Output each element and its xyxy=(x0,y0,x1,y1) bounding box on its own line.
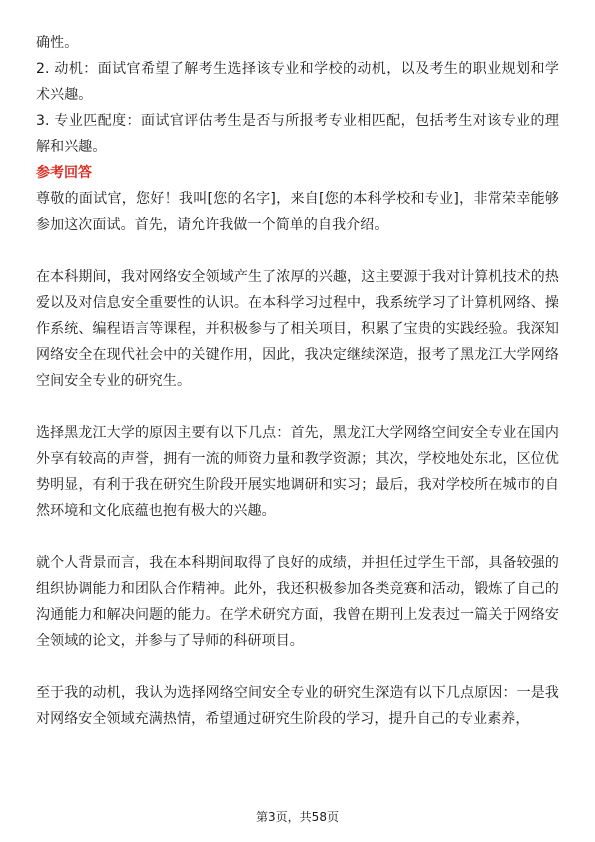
answer-paragraph-background: 就个人背景而言，我在本科期间取得了良好的成绩，并担任过学生干部，具备较强的组织协调能力和团队合作精神。此外，我还积极参加各类竞赛和活动，锻炼了自己的沟通能力和解决问题的能力。在学术研究方面，我曾在期刊上发表过一篇关于网络安全领域的论文，并参与了导师的科研项目。 xyxy=(36,555,559,649)
page-number-footer: 第3页，共58页 xyxy=(256,810,339,824)
answer-heading: 参考回答 xyxy=(36,165,92,181)
paragraph-spacer xyxy=(36,238,559,264)
paragraph-continuation: 确性。 xyxy=(36,35,79,51)
paragraph-spacer xyxy=(36,654,559,680)
answer-paragraph-greeting: 尊敬的面试官，您好！我叫[您的名字]，来自[您的本科学校和专业]，非常荣幸能够参加这次面试。首先，请允许我做一个简单的自我介绍。 xyxy=(36,191,559,233)
paragraph-spacer xyxy=(36,524,559,550)
list-item-major-fit: 3. 专业匹配度：面试官评估考生是否与所报考专业相匹配，包括考生对该专业的理解和兴趣。 xyxy=(36,113,559,155)
answer-paragraph-motivation: 至于我的动机，我认为选择网络空间安全专业的研究生深造有以下几点原因：一是我对网络安全领域充满热情，希望通过研究生阶段的学习，提升自己的专业素养， xyxy=(36,685,559,727)
answer-paragraph-school-choice: 选择黑龙江大学的原因主要有以下几点：首先，黑龙江大学网络空间安全专业在国内外享有较高的声誉，拥有一流的师资力量和教学资源；其次，学校地处东北，区位优势明显，有利于我在研究生阶段开展实地调研和实习；最后，我对学校所在城市的自然环境和文化底蕴也抱有极大的兴趣。 xyxy=(36,425,559,519)
answer-paragraph-undergrad: 在本科期间，我对网络安全领域产生了浓厚的兴趣，这主要源于我对计算机技术的热爱以及对信息安全重要性的认识。在本科学习过程中，我系统学习了计算机网络、操作系统、编程语言等课程，并积极参与了相关项目，积累了宝贵的实践经验。我深知网络安全在现代社会中的关键作用，因此，我决定继续深造，报考了黑龙江大学网络空间安全专业的研究生。 xyxy=(36,269,559,389)
list-item-motivation: 2. 动机：面试官希望了解考生选择该专业和学校的动机，以及考生的职业规划和学术兴趣。 xyxy=(36,61,559,103)
document-page xyxy=(36,30,559,732)
paragraph-spacer xyxy=(36,394,559,420)
